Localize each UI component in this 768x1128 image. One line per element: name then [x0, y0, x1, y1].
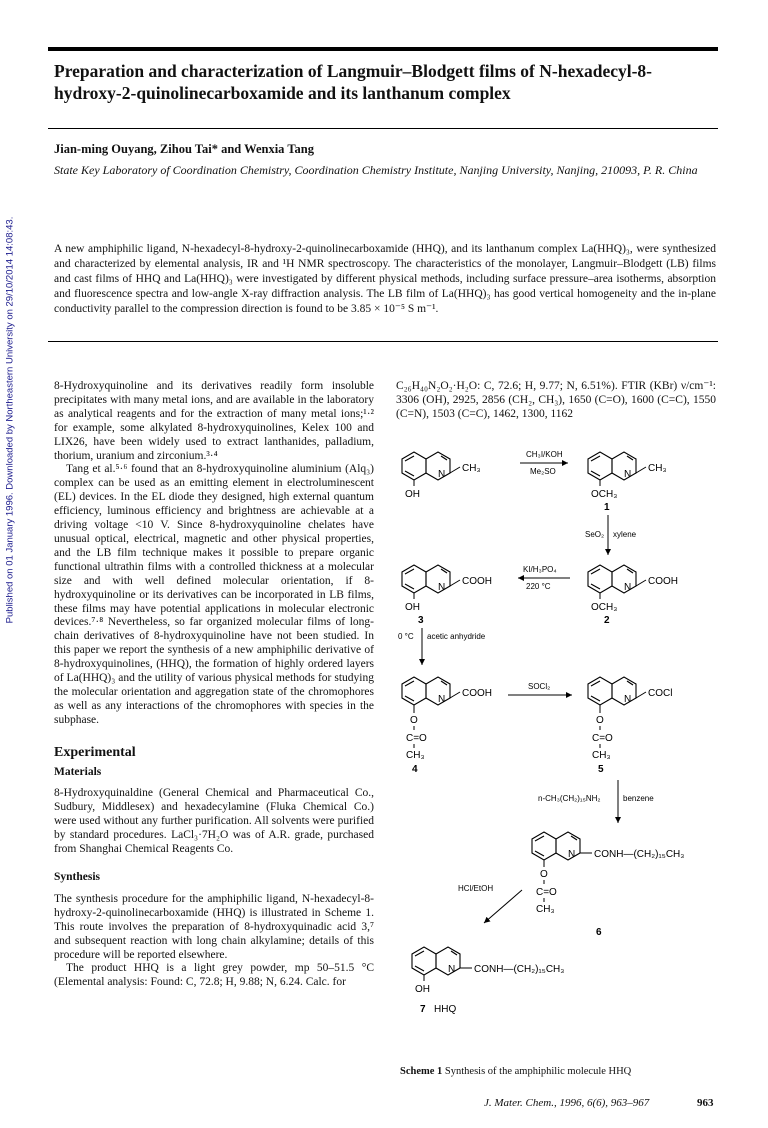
reaction-arrow-7	[458, 884, 522, 923]
och3-group: OCH₃	[591, 489, 618, 500]
materials-heading: Materials	[54, 765, 102, 778]
n-atom: N	[438, 582, 446, 593]
cooh-group: COOH	[462, 688, 492, 699]
right-column	[396, 380, 716, 422]
synthesis-paragraph-2: The product HHQ is a light grey powder, mp 50–51.5 °C (Elemental analysis: Found: C, 72.8; H, 9.88; N, 6.24. Calc. for	[54, 962, 374, 989]
journal-citation: J. Mater. Chem., 1996, 6(6), 963–967	[484, 1097, 650, 1109]
reagent-label: KI/H₃PO₄	[523, 565, 557, 574]
reagent-label: Me₂SO	[530, 467, 556, 476]
compound-3	[402, 565, 492, 626]
o-atom: O	[410, 715, 418, 726]
compound-label: 7	[420, 1004, 426, 1015]
compound-name: HHQ	[434, 1004, 457, 1015]
compound-label: 1	[604, 502, 610, 513]
cooh-group: COOH	[462, 576, 492, 587]
o-atom: O	[596, 715, 604, 726]
experimental-heading: Experimental	[54, 744, 136, 760]
reagent-label: SOCl₂	[528, 682, 551, 691]
n-atom: N	[438, 469, 446, 480]
carbonyl-group: C=O	[536, 887, 557, 898]
reagent-label: benzene	[623, 794, 654, 803]
ch3-group: CH₃	[406, 750, 425, 761]
reagent-label: 220 °C	[526, 582, 551, 591]
compound-label: 5	[598, 764, 604, 775]
ch3-group: CH₃	[462, 463, 481, 474]
article-title: Preparation and characterization of Langmuir–Blodgett films of N-hexadecyl-8-hydroxy-2-quinolinecarboxamide and its lanthanum complex	[54, 61, 652, 103]
amide-chain: CONH—(CH₂)₁₅CH₃	[474, 964, 565, 975]
author-list: Jian-ming Ouyang, Zihou Tai* and Wenxia Tang	[54, 142, 314, 156]
reaction-arrow-1	[520, 450, 568, 476]
intro-paragraph-2: Tang et al.⁵·⁶ found that an 8-hydroxyquinoline aluminium (Alq₃) complex can be used as an emitting element in electroluminescent (EL) devices. In the EL diode they designed, high external quantum efficiency, luminous efficiency and brightness are achievable at a driving voltage <10 V. Since 8-hydroxyquinoline chelates have unusual optical, electrical, magnetic and other physical properties, and the LB film technique makes it possible to prepare organic functional ultrathin films with a controlled thickness at a molecular size and with well defined molecular orientation, if 8-hydroxyquinoline or its derivatives can be incorporated in LB films, these films may have potential applications in molecular electronic devices.⁷·⁸ Nevertheless, so far organized molecular films of long-chain derivatives of 8-hydroxyquinoline have not been studied. In this paper we report the synthesis of a new amphiphilic derivative of 8-hydroxyquinolines, (HHQ), the formation of highly ordered layers of La(HHQ)₃ and the utility of various physical methods for studying the molecular orientation and aggregation state of the chromophores as well as any interactions of the chromophores with species in the subphase.	[54, 463, 374, 726]
synthesis-paragraph-1: The synthesis procedure for the amphiphilic ligand, N-hexadecyl-8-hydroxy-2-quinolinecarboxamide (HHQ) is illustrated in Scheme 1. This route involves the preparation of 8-hydroxyquinadic acid 3,⁷ and subsequent reaction with long chain alkylamine; details of this procedure will be reported elsewhere.	[54, 892, 374, 961]
oh-group: OH	[405, 602, 420, 613]
reaction-arrow-3	[518, 565, 570, 591]
compound-2	[588, 565, 678, 626]
reagent-label: CH₃I/KOH	[526, 450, 563, 459]
scheme-caption	[400, 1066, 631, 1077]
reagent-label: n-CH₃(CH₂)₁₅NH₂	[538, 794, 601, 803]
compound-label: 6	[596, 927, 602, 938]
header-rule	[48, 47, 718, 51]
compound-5	[588, 677, 672, 775]
n-atom: N	[568, 849, 576, 860]
compound-label: 4	[412, 764, 418, 775]
reagent-label: HCl/EtOH	[458, 884, 494, 893]
affiliation: State Key Laboratory of Coordination Chemistry, Coordination Chemistry Institute, Nanjing University, Nanjing, 210093, P. R. China	[54, 163, 698, 177]
compound-4	[402, 677, 492, 775]
compound-6	[532, 832, 684, 938]
n-atom: N	[448, 964, 456, 975]
reaction-arrow-6	[538, 780, 654, 823]
analysis-paragraph: C₂₆H₄₀N₂O₂·H₂O: C, 72.6; H, 9.77; N, 6.51%). FTIR (KBr) ν/cm⁻¹: 3306 (OH), 2925, 2856 (CH₂, CH₃), 1650 (C=O), 1600 (C=C), 1550 (C=N), 1503 (C=C), 1462, 1300, 1162	[396, 380, 716, 420]
compound-hydroxyquinaldine	[402, 452, 481, 500]
compound-label: 2	[604, 615, 610, 626]
reagent-label: xylene	[613, 530, 637, 539]
carbonyl-group: C=O	[592, 733, 613, 744]
reaction-arrow-5	[508, 682, 572, 695]
synthesis-scheme	[380, 425, 720, 1060]
amide-chain: CONH—(CH₂)₁₅CH₃	[594, 849, 685, 860]
materials-paragraph: 8-Hydroxyquinaldine (General Chemical and Pharmaceutical Co., Sudbury, Middlesex) and hexadecylamine (Fluka Chemical Co.) were used without any further purification. All solvents were purified by standard procedures. LaCl₃·7H₂O was of A.R. grade, purchased from Shanghai Chemical Reagents Co.	[54, 787, 374, 856]
compound-1	[588, 452, 667, 513]
download-notice	[4, 140, 16, 700]
abstract-divider	[48, 341, 718, 342]
n-atom: N	[624, 694, 632, 705]
reagent-label: acetic anhydride	[427, 632, 486, 641]
compound-label: 3	[418, 615, 424, 626]
synthesis-heading: Synthesis	[54, 871, 101, 883]
carbonyl-group: C=O	[406, 733, 427, 744]
caption-label: Scheme 1	[400, 1066, 443, 1077]
download-notice-text: Published on 01 January 1996. Downloaded by Northeastern University on 29/10/2014 14:08:43.	[4, 216, 16, 624]
reagent-label: SeO₂	[585, 530, 605, 539]
n-atom: N	[624, 469, 632, 480]
ch3-group: CH₃	[648, 463, 667, 474]
och3-group: OCH₃	[591, 602, 618, 613]
ch3-group: CH₃	[592, 750, 611, 761]
intro-paragraph-1: 8-Hydroxyquinoline and its derivatives readily form insoluble precipitates with many metal ions, and are available in the laboratory as analytical reagents and for the extraction of many metal ions;¹·² for example, some alkylated 8-hydroxyquinolines, Kelex 100 and LIX26, have been widely used to extract lanthanides, palladium, thorium, uranium and zirconium.³·⁴	[54, 380, 374, 462]
oh-group: OH	[405, 489, 420, 500]
title-divider	[48, 128, 718, 129]
reagent-label: 0 °C	[398, 632, 414, 641]
reaction-arrow-2	[585, 515, 637, 555]
reaction-arrow-4	[398, 628, 486, 665]
n-atom: N	[438, 694, 446, 705]
oh-group: OH	[415, 984, 430, 995]
abstract: A new amphiphilic ligand, N-hexadecyl-8-hydroxy-2-quinolinecarboxamide (HHQ), and its lanthanum complex La(HHQ)₃, were synthesized and characterized by elemental analysis, IR and ¹H NMR spectroscopy. The characteristics of the monolayer, Langmuir–Blodgett (LB) films and cast films of HHQ and La(HHQ)₃ were investigated by different physical methods, including surface pressure–area isotherms, absorption and fluorescence spectra and low-angle X-ray diffraction analysis. The LB film of La(HHQ)₃ has good vertical homogeneity and the in-plane conductivity parallel to the compression direction is found to be 3.85 × 10⁻⁵ S m⁻¹.	[54, 243, 716, 315]
caption-text: Synthesis of the amphiphilic molecule HHQ	[444, 1066, 632, 1077]
page-number: 963	[697, 1097, 714, 1109]
o-atom: O	[540, 869, 548, 880]
ch3-group: CH₃	[536, 904, 555, 915]
compound-7-hhq	[412, 947, 564, 1015]
cooh-group: COOH	[648, 576, 678, 587]
n-atom: N	[624, 582, 632, 593]
cocl-group: COCl	[648, 688, 673, 699]
left-column	[54, 380, 374, 990]
